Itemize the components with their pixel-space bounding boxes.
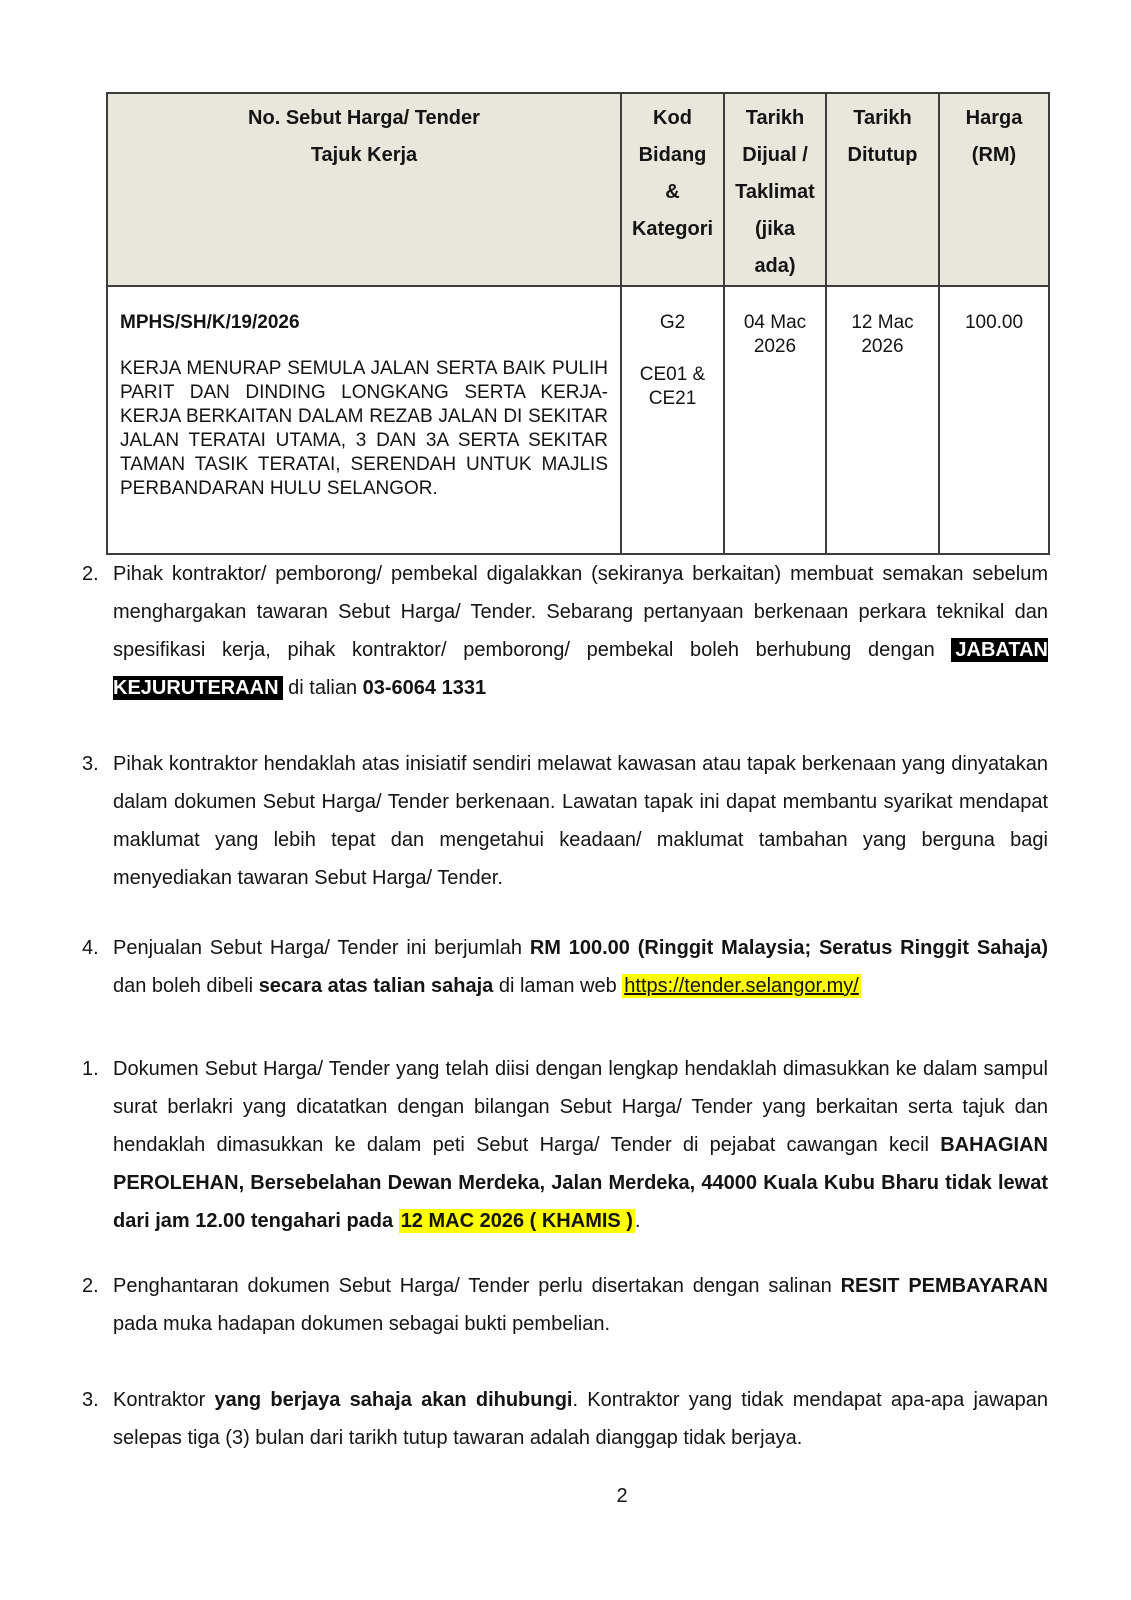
text-line: No. Sebut Harga/ Tender [248, 107, 480, 129]
text-run: 03-6064 1331 [362, 677, 487, 699]
text-run: JABATAN KEJURUTERAAN [113, 639, 1048, 699]
text-line: 12 Mac [851, 312, 914, 333]
cell-tarikh-ditutup [826, 286, 939, 554]
list-item-number: 2. [82, 1275, 99, 1297]
text-run: Penghantaran dokumen Sebut Harga/ Tender perlu disertakan dengan salinan [113, 1275, 841, 1297]
col-header-kod-bidang [621, 93, 724, 286]
tender-table [106, 92, 1048, 555]
col-header-harga [939, 93, 1049, 286]
text-line: Kategori [631, 218, 714, 240]
text-line: Tarikh [745, 107, 805, 129]
page-number: 2 [616, 1485, 628, 1507]
text-line: CE21 [648, 388, 697, 409]
text-run: di laman web [493, 975, 623, 997]
text-line: Kod [653, 107, 692, 129]
text-line: & [665, 181, 680, 203]
text-line: 2026 [861, 336, 904, 357]
kod-categories [632, 363, 713, 411]
text-line: ada) [754, 255, 796, 277]
list-item-text [113, 1389, 1048, 1449]
work-title: KERJA MENURAP SEMULA JALAN SERTA BAIK PULIH PARIT DAN DINDING LONGKANG SERTA KERJA-KERJA BERKAITAN DALAM REZAB JALAN DI SEKITAR JALAN TERATAI UTAMA, 3 DAN 3A SERTA SEKITAR TAMAN TASIK TERATAI, SERENDAH UNTUK MAJLIS PERBANDARAN HULU SELANGOR. [120, 358, 608, 499]
text-run: RESIT PEMBAYARAN [840, 1275, 1048, 1297]
list-item-number: 1. [82, 1058, 99, 1080]
text-run: dan boleh dibeli [113, 975, 259, 997]
tender-table-grid [106, 92, 1050, 555]
cell-tender-description [107, 286, 621, 554]
text-line: Taklimat [735, 181, 815, 203]
text-line: Harga [965, 107, 1023, 129]
text-run: Pihak kontraktor/ pemborong/ pembekal digalakkan (sekiranya berkaitan) membuat semakan sebelum menghargakan tawaran Sebut Harga/ Tender. Sebarang pertanyaan berkenaan perkara teknikal dan spesifikasi kerja, pihak kontraktor/ pemborong/ pembekal boleh berhubung dengan [113, 563, 1048, 661]
text-line: 04 Mac [743, 312, 807, 333]
note-item-3 [82, 745, 1048, 897]
text-line: Tarikh [853, 107, 912, 129]
text-line: Ditutup [847, 144, 918, 166]
text-run: . [634, 1210, 641, 1232]
text-run: pada muka hadapan dokumen sebagai bukti pembelian. [113, 1313, 611, 1335]
kod-grade: G2 [659, 312, 686, 333]
text-run: secara atas talian sahaja [258, 975, 494, 997]
text-line: Bidang [638, 144, 707, 166]
cell-kod-bidang [621, 286, 724, 554]
list-item-text [113, 1275, 1048, 1335]
note-item-2 [82, 555, 1048, 707]
text-line: CE01 & [639, 364, 706, 385]
list-item-number: 3. [82, 1389, 99, 1411]
list-item-number: 2. [82, 563, 99, 585]
list-item-text [113, 753, 1048, 889]
text-run: Penjualan Sebut Harga/ Tender ini berjumlah [113, 937, 530, 959]
list-item-text [113, 937, 1048, 998]
tender-no: MPHS/SH/K/19/2026 [120, 312, 300, 333]
tender-portal-link[interactable]: https://tender.selangor.my/ [624, 975, 859, 997]
text-run: Pihak kontraktor hendaklah atas inisiatif sendiri melawat kawasan atau tapak berkenaan yang dinyatakan dalam dokumen Sebut Harga/ Tender berkenaan. Lawatan tapak ini dapat membantu syarikat mendapat maklumat yang lebih tepat dan mengetahui keadaan/ maklumat tambahan yang berguna bagi menyediakan tawaran Sebut Harga/ Tender. [113, 753, 1048, 889]
text-line: Tajuk Kerja [310, 144, 418, 166]
list-item-text [113, 1058, 1048, 1233]
text-line: 2026 [753, 336, 797, 357]
text-line: (RM) [971, 144, 1017, 166]
text-run: . Kontraktor yang tidak mendapat apa-apa jawapan selepas tiga (3) bulan dari tarikh tutup tawaran adalah dianggap tidak berjaya. [113, 1389, 1049, 1449]
submission-item-2 [82, 1267, 1048, 1343]
list-item-text [113, 563, 1048, 700]
table-row [107, 286, 1049, 554]
text-run: RM 100.00 (Ringgit Malaysia; Seratus Ringgit Sahaja) [529, 937, 1048, 959]
list-item-number: 3. [82, 753, 99, 775]
text-run: yang berjaya sahaja akan dihubungi [214, 1389, 573, 1411]
cell-harga: 100.00 [939, 286, 1049, 554]
col-header-tarikh-dijual [724, 93, 826, 286]
text-run: di talian [282, 677, 363, 699]
col-header-tender-no-title [107, 93, 621, 286]
submission-item-1 [82, 1050, 1048, 1240]
text-line: Dijual / [742, 144, 808, 166]
note-item-4 [82, 929, 1048, 1005]
text-run: 12 MAC 2026 ( KHAMIS ) [400, 1210, 633, 1232]
list-item-number: 4. [82, 937, 99, 959]
text-run: Dokumen Sebut Harga/ Tender yang telah diisi dengan lengkap hendaklah dimasukkan ke dalam sampul surat berlakri yang dicatatkan dengan bilangan Sebut Harga/ Tender yang berkaitan serta tajuk dan hendaklah dimasukkan ke dalam peti Sebut Harga/ Tender di pejabat cawangan kecil [113, 1058, 1048, 1156]
cell-tarikh-dijual [724, 286, 826, 554]
submission-item-3 [82, 1381, 1048, 1457]
text-run: BAHAGIAN PEROLEHAN, Bersebelahan Dewan Merdeka, Jalan Merdeka, 44000 Kuala Kubu Bharu tidak lewat dari jam 12.00 tengahari pada [113, 1134, 1048, 1232]
col-header-tarikh-ditutup [826, 93, 939, 286]
text-run: Kontraktor [113, 1389, 215, 1411]
table-header-row [107, 93, 1049, 286]
text-line: (jika [754, 218, 796, 240]
